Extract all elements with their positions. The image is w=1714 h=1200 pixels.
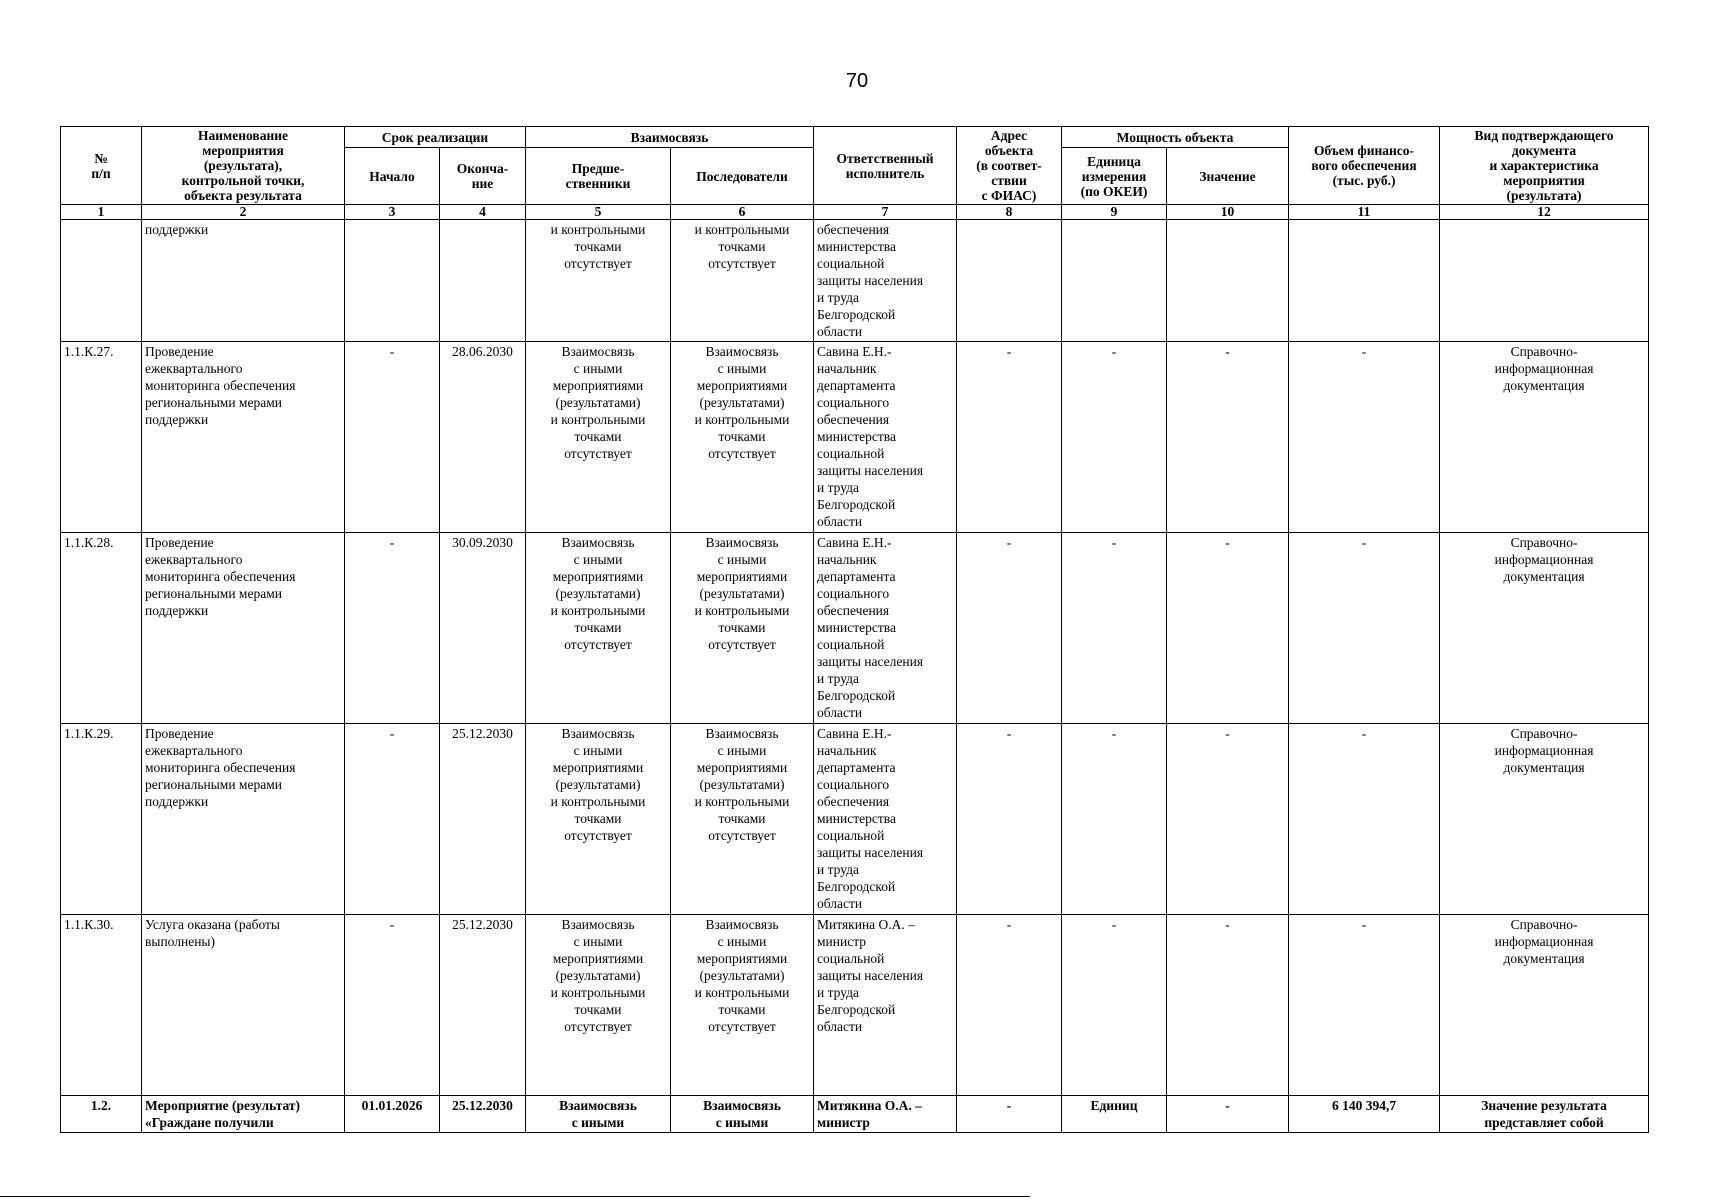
- cell-name: Мероприятие (результат) «Граждане получили: [142, 1096, 345, 1133]
- cell-successors: Взаимосвязь с иными мероприятиями (результатами) и контрольными точками отсутствует: [671, 915, 814, 1096]
- header-end: Оконча- ние: [440, 148, 526, 205]
- cell-unit: Единиц: [1062, 1096, 1167, 1133]
- cell-responsible: Савина Е.Н.- начальник департамента социального обеспечения министерства социальной защиты населения и труда Белгородской области: [814, 342, 957, 533]
- cell-end: 25.12.2030: [440, 724, 526, 915]
- cell-name: Проведение ежеквартального мониторинга обеспечения региональными мерами поддержки: [142, 724, 345, 915]
- cell-successors: Взаимосвязь с иными: [671, 1096, 814, 1133]
- table-row: [61, 220, 1649, 342]
- bottom-rule: [0, 1196, 1030, 1197]
- cell-name: Проведение ежеквартального мониторинга обеспечения региональными мерами поддержки: [142, 342, 345, 533]
- cell-unit: -: [1062, 915, 1167, 1096]
- cell-name: Проведение ежеквартального мониторинга обеспечения региональными мерами поддержки: [142, 533, 345, 724]
- cell-start: 01.01.2026: [345, 1096, 440, 1133]
- header-doc-type: Вид подтверждающего документа и характеристика мероприятия (результата): [1440, 127, 1649, 205]
- cell-unit: -: [1062, 724, 1167, 915]
- cell-unit: -: [1062, 533, 1167, 724]
- cell-end: 28.06.2030: [440, 342, 526, 533]
- cell-doc-type: [1440, 220, 1649, 342]
- header-address: Адрес объекта (в соответ- ствии с ФИАС): [957, 127, 1062, 205]
- cell-finance: -: [1289, 724, 1440, 915]
- cell-num: 1.1.К.29.: [61, 724, 142, 915]
- page-number: 70: [845, 70, 869, 92]
- column-number: 5: [526, 205, 671, 220]
- cell-doc-type: Справочно- информационная документация: [1440, 915, 1649, 1096]
- cell-value: -: [1167, 1096, 1289, 1133]
- cell-predecessors: Взаимосвязь с иными мероприятиями (результатами) и контрольными точками отсутствует: [526, 915, 671, 1096]
- cell-num: 1.2.: [61, 1096, 142, 1133]
- header-predecessors: Предше- ственники: [526, 148, 671, 205]
- cell-start: -: [345, 342, 440, 533]
- column-number: 4: [440, 205, 526, 220]
- cell-finance: -: [1289, 533, 1440, 724]
- header-unit: Единица измерения (по ОКЕИ): [1062, 148, 1167, 205]
- cell-doc-type: Справочно- информационная документация: [1440, 342, 1649, 533]
- cell-end: 25.12.2030: [440, 1096, 526, 1133]
- cell-predecessors: Взаимосвязь с иными мероприятиями (результатами) и контрольными точками отсутствует: [526, 342, 671, 533]
- cell-end: [440, 220, 526, 342]
- column-number: 2: [142, 205, 345, 220]
- cell-successors: Взаимосвязь с иными мероприятиями (результатами) и контрольными точками отсутствует: [671, 342, 814, 533]
- column-numbers-row: [61, 205, 1649, 220]
- column-number: 3: [345, 205, 440, 220]
- cell-address: -: [957, 1096, 1062, 1133]
- cell-num: 1.1.К.27.: [61, 342, 142, 533]
- table-row: [61, 915, 1649, 1096]
- cell-responsible: Савина Е.Н.- начальник департамента социального обеспечения министерства социальной защиты населения и труда Белгородской области: [814, 724, 957, 915]
- header-num: № п/п: [61, 127, 142, 205]
- cell-num: [61, 220, 142, 342]
- cell-address: -: [957, 724, 1062, 915]
- cell-address: -: [957, 342, 1062, 533]
- cell-doc-type: Справочно- информационная документация: [1440, 533, 1649, 724]
- cell-successors: Взаимосвязь с иными мероприятиями (результатами) и контрольными точками отсутствует: [671, 533, 814, 724]
- cell-responsible: Савина Е.Н.- начальник департамента социального обеспечения министерства социальной защиты населения и труда Белгородской области: [814, 533, 957, 724]
- cell-end: 30.09.2030: [440, 533, 526, 724]
- cell-unit: -: [1062, 342, 1167, 533]
- cell-successors: Взаимосвязь с иными мероприятиями (результатами) и контрольными точками отсутствует: [671, 724, 814, 915]
- cell-unit: [1062, 220, 1167, 342]
- column-number: 10: [1167, 205, 1289, 220]
- cell-doc-type: Справочно- информационная документация: [1440, 724, 1649, 915]
- header-finance: Объем финансо- вого обеспечения (тыс. руб.): [1289, 127, 1440, 205]
- header-responsible: Ответственный исполнитель: [814, 127, 957, 205]
- header-name: Наименование мероприятия (результата), контрольной точки, объекта результата: [142, 127, 345, 205]
- cell-responsible: обеспечения министерства социальной защиты населения и труда Белгородской области: [814, 220, 957, 342]
- cell-start: [345, 220, 440, 342]
- events-table: [60, 126, 1649, 1133]
- header-relation: Взаимосвязь: [526, 127, 814, 148]
- cell-predecessors: и контрольными точками отсутствует: [526, 220, 671, 342]
- cell-responsible: Митякина О.А. – министр социальной защиты населения и труда Белгородской области: [814, 915, 957, 1096]
- cell-value: -: [1167, 724, 1289, 915]
- cell-name: поддержки: [142, 220, 345, 342]
- table-row: [61, 1096, 1649, 1133]
- cell-finance: -: [1289, 915, 1440, 1096]
- header-period: Срок реализации: [345, 127, 526, 148]
- column-number: 7: [814, 205, 957, 220]
- table-header: [61, 127, 1649, 220]
- cell-successors: и контрольными точками отсутствует: [671, 220, 814, 342]
- cell-value: [1167, 220, 1289, 342]
- cell-predecessors: Взаимосвязь с иными: [526, 1096, 671, 1133]
- cell-address: -: [957, 533, 1062, 724]
- column-number: 8: [957, 205, 1062, 220]
- cell-start: -: [345, 915, 440, 1096]
- cell-finance: [1289, 220, 1440, 342]
- column-number: 1: [61, 205, 142, 220]
- table-row: [61, 724, 1649, 915]
- cell-end: 25.12.2030: [440, 915, 526, 1096]
- cell-responsible: Митякина О.А. – министр: [814, 1096, 957, 1133]
- column-number: 12: [1440, 205, 1649, 220]
- table-row: [61, 342, 1649, 533]
- cell-doc-type: Значение результата представляет собой: [1440, 1096, 1649, 1133]
- column-number: 6: [671, 205, 814, 220]
- header-start: Начало: [345, 148, 440, 205]
- cell-start: -: [345, 724, 440, 915]
- cell-num: 1.1.К.28.: [61, 533, 142, 724]
- cell-finance: 6 140 394,7: [1289, 1096, 1440, 1133]
- header-capacity: Мощность объекта: [1062, 127, 1289, 148]
- table-row: [61, 533, 1649, 724]
- header-successors: Последователи: [671, 148, 814, 205]
- cell-address: -: [957, 915, 1062, 1096]
- cell-value: -: [1167, 533, 1289, 724]
- cell-name: Услуга оказана (работы выполнены): [142, 915, 345, 1096]
- cell-finance: -: [1289, 342, 1440, 533]
- cell-num: 1.1.К.30.: [61, 915, 142, 1096]
- header-value: Значение: [1167, 148, 1289, 205]
- cell-predecessors: Взаимосвязь с иными мероприятиями (результатами) и контрольными точками отсутствует: [526, 724, 671, 915]
- cell-address: [957, 220, 1062, 342]
- table-body: [61, 220, 1649, 1133]
- cell-value: -: [1167, 342, 1289, 533]
- cell-start: -: [345, 533, 440, 724]
- cell-value: -: [1167, 915, 1289, 1096]
- cell-predecessors: Взаимосвязь с иными мероприятиями (результатами) и контрольными точками отсутствует: [526, 533, 671, 724]
- column-number: 9: [1062, 205, 1167, 220]
- column-number: 11: [1289, 205, 1440, 220]
